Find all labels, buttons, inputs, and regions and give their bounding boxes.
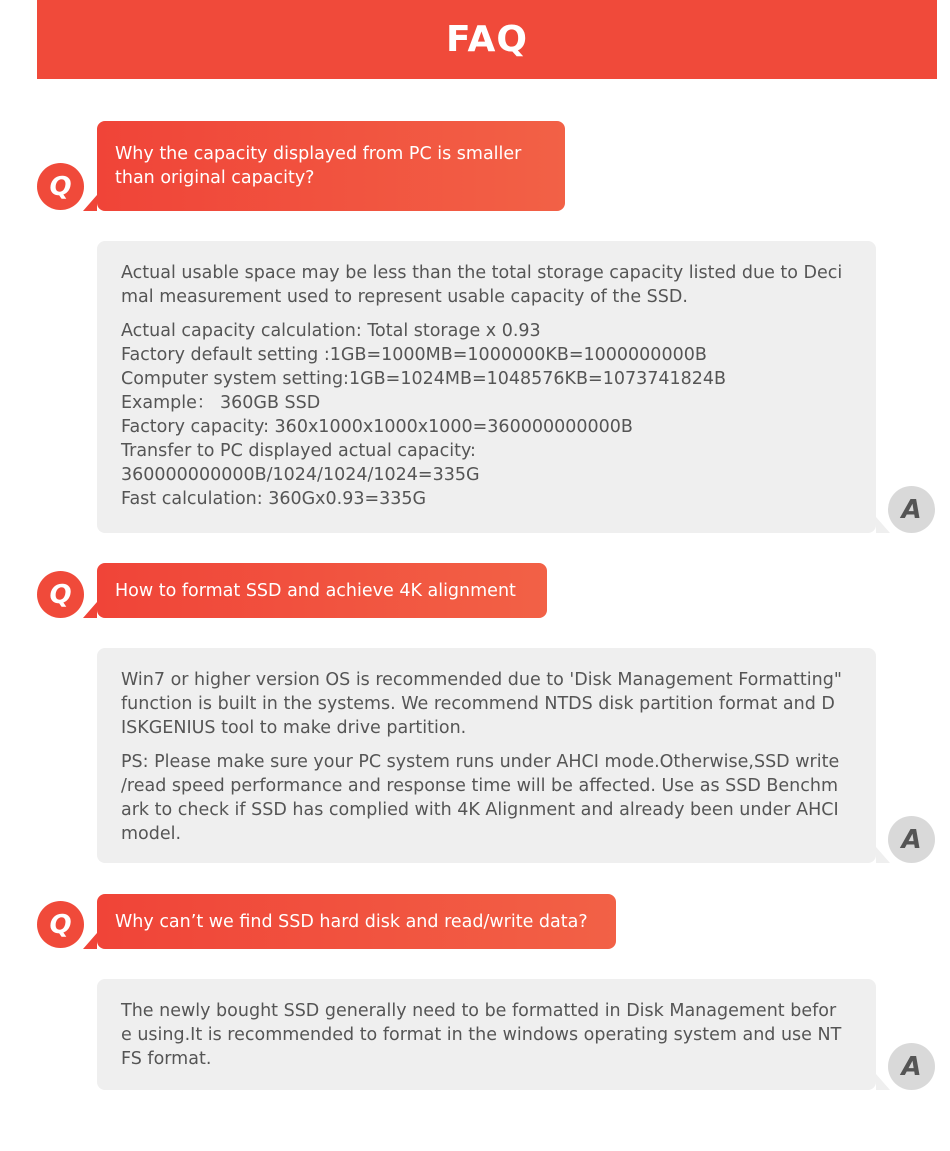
answer-line: Example： 360GB SSD — [121, 393, 321, 413]
answer-line: /read speed performance and response time will be affected. Use as SSD Benchm — [121, 776, 839, 796]
answer-bubble-3 — [97, 979, 876, 1090]
answer-line: model. — [121, 824, 182, 844]
a-badge-icon: A — [888, 1043, 935, 1090]
answer-line: function is built in the systems. We recommend NTDS disk partition format and D — [121, 694, 835, 714]
faq-header — [37, 0, 937, 79]
answer-paragraph — [121, 999, 862, 1071]
question-bubble-3 — [97, 894, 616, 949]
answer-bubble-1 — [97, 241, 876, 533]
answer-line: Computer system setting:1GB=1024MB=1048576KB=1073741824B — [121, 369, 727, 389]
question-bubble-1 — [97, 121, 565, 211]
question-text — [115, 910, 588, 934]
question-line: than original capacity? — [115, 168, 315, 188]
answer-line: 360000000000B/1024/1024/1024=335G — [121, 465, 480, 485]
answer-line: The newly bought SSD generally need to be formatted in Disk Management befor — [121, 1001, 837, 1021]
answer-line: ISKGENIUS tool to make drive partition. — [121, 718, 467, 738]
answer-line: ark to check if SSD has complied with 4K Alignment and already been under AHCI — [121, 800, 839, 820]
answer-line: e using.It is recommended to format in the windows operating system and use NT — [121, 1025, 842, 1045]
question-bubble-tail — [83, 195, 97, 211]
page-title: FAQ — [446, 19, 528, 60]
answer-bubble-tail — [876, 1074, 890, 1090]
a-badge-icon: A — [888, 816, 935, 863]
answer-paragraph — [121, 319, 862, 511]
answer-line: mal measurement used to represent usable capacity of the SSD. — [121, 287, 688, 307]
answer-line: Win7 or higher version OS is recommended due to 'Disk Management Formatting" — [121, 670, 842, 690]
answer-bubble-tail — [876, 517, 890, 533]
answer-line: Factory capacity: 360x1000x1000x1000=360000000000B — [121, 417, 633, 437]
answer-line: Actual capacity calculation: Total storage x 0.93 — [121, 321, 541, 341]
question-bubble-tail — [83, 933, 97, 949]
answer-bubble-tail — [876, 847, 890, 863]
answer-paragraph — [121, 261, 862, 309]
question-bubble-2 — [97, 563, 547, 618]
question-line: Why can’t we find SSD hard disk and read/write data? — [115, 911, 588, 932]
question-text — [115, 142, 521, 190]
answer-paragraph — [121, 668, 862, 740]
answer-bubble-2 — [97, 648, 876, 863]
answer-paragraph — [121, 750, 862, 846]
question-line: How to format SSD and achieve 4K alignment — [115, 580, 516, 601]
q-badge-icon: Q — [37, 901, 84, 948]
q-badge-icon: Q — [37, 571, 84, 618]
answer-line: Actual usable space may be less than the total storage capacity listed due to Deci — [121, 263, 843, 283]
question-text — [115, 579, 516, 603]
question-bubble-tail — [83, 602, 97, 618]
answer-line: Transfer to PC displayed actual capacity: — [121, 441, 476, 461]
answer-line: FS format. — [121, 1049, 212, 1069]
question-line: Why the capacity displayed from PC is smaller — [115, 144, 522, 164]
q-badge-icon: Q — [37, 163, 84, 210]
answer-line: PS: Please make sure your PC system runs under AHCI mode.Otherwise,SSD write — [121, 752, 840, 772]
answer-line: Factory default setting :1GB=1000MB=1000000KB=1000000000B — [121, 345, 707, 365]
a-badge-icon: A — [888, 486, 935, 533]
answer-line: Fast calculation: 360Gx0.93=335G — [121, 489, 427, 509]
